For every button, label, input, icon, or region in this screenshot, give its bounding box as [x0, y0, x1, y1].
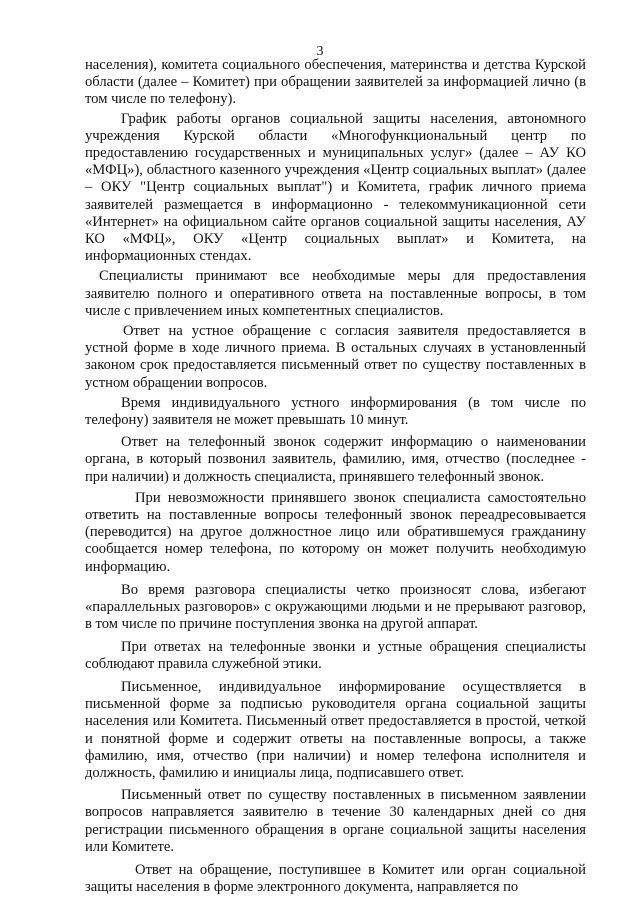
paragraph-6: Ответ на телефонный звонок содержит информацию о наименовании органа, в который позвонил заявитель, фамилию, имя, отчество (последнее - при наличии) и должность специалиста, принявшего телефонный звонок.	[85, 434, 586, 485]
paragraph-4: Ответ на устное обращение с согласия заявителя предоставляется в устной форме в ходе личного приема. В остальных случаях в установленный законом срок предоставляется письменный ответ по существу поставленных в устном обращении вопросов.	[85, 323, 586, 391]
paragraph-12: Ответ на обращение, поступившее в Комитет или орган социальной защиты населения в форме электронного документа, направляется по	[85, 861, 586, 896]
paragraph-2: График работы органов социальной защиты населения, автономного учреждения Курской области «Многофункциональный центр по предоставлению государственных и муниципальных услуг» (далее – АУ КО «МФЦ»), областного казенного учреждения «Центр социальных выплат» (далее – ОКУ "Центр социальных выплат") и Комитета, график личного приема заявителей размещается в информационно - телекоммуникационной сети «Интернет» на официальном сайте органов социальной защиты населения, АУ КО «МФЦ», ОКУ «Центр социальных выплат» и Комитета, на информационных стендах.	[85, 110, 586, 265]
paragraph-9: При ответах на телефонные звонки и устные обращения специалисты соблюдают правила служебной этики.	[85, 638, 586, 672]
paragraph-8: Во время разговора специалисты четко произносят слова, избегают «параллельных разговоров» с окружающими людьми и не прерывают разговор, в том числе по причине поступления звонка на другой аппарат.	[85, 581, 586, 633]
paragraph-5: Время индивидуального устного информирования (в том числе по телефону) заявителя не может превышать 10 минут.	[85, 394, 586, 429]
paragraph-10: Письменное, индивидуальное информирование осуществляется в письменной форме за подписью руководителя органа социальной защиты населения или Комитета. Письменный ответ предоставляется в простой, четкой и понятной форме и содержит ответы на поставленные вопросы, а также фамилию, имя, отчество (при наличии) и номер телефона исполнителя и должность, фамилию и инициалы лица, подписавшего ответ.	[85, 678, 586, 781]
document-body	[85, 57, 586, 896]
paragraph-3: Специалисты принимают все необходимые меры для предоставления заявителю полного и оперативного ответа на поставленные вопросы, в том числе с привлечением иных компетентных специалистов.	[85, 268, 586, 319]
paragraph-7: При невозможности принявшего звонок специалиста самостоятельно ответить на поставленные вопросы телефонный звонок переадресовывается (переводится) на другое должностное лицо или обратившемуся гражданину сообщается номер телефона, по которому он может получить необходимую информацию.	[85, 489, 586, 575]
page-number: 3	[316, 44, 324, 59]
paragraph-11: Письменный ответ по существу поставленных в письменном заявлении вопросов направляется заявителю в течение 30 календарных дней со дня регистрации письменного обращения в органе социальной защиты населения или Комитете.	[85, 787, 586, 855]
paragraph-1: населения), комитета социального обеспечения, материнства и детства Курской области (далее – Комитет) при обращении заявителей за информацией лично (в том числе по телефону).	[85, 57, 586, 108]
